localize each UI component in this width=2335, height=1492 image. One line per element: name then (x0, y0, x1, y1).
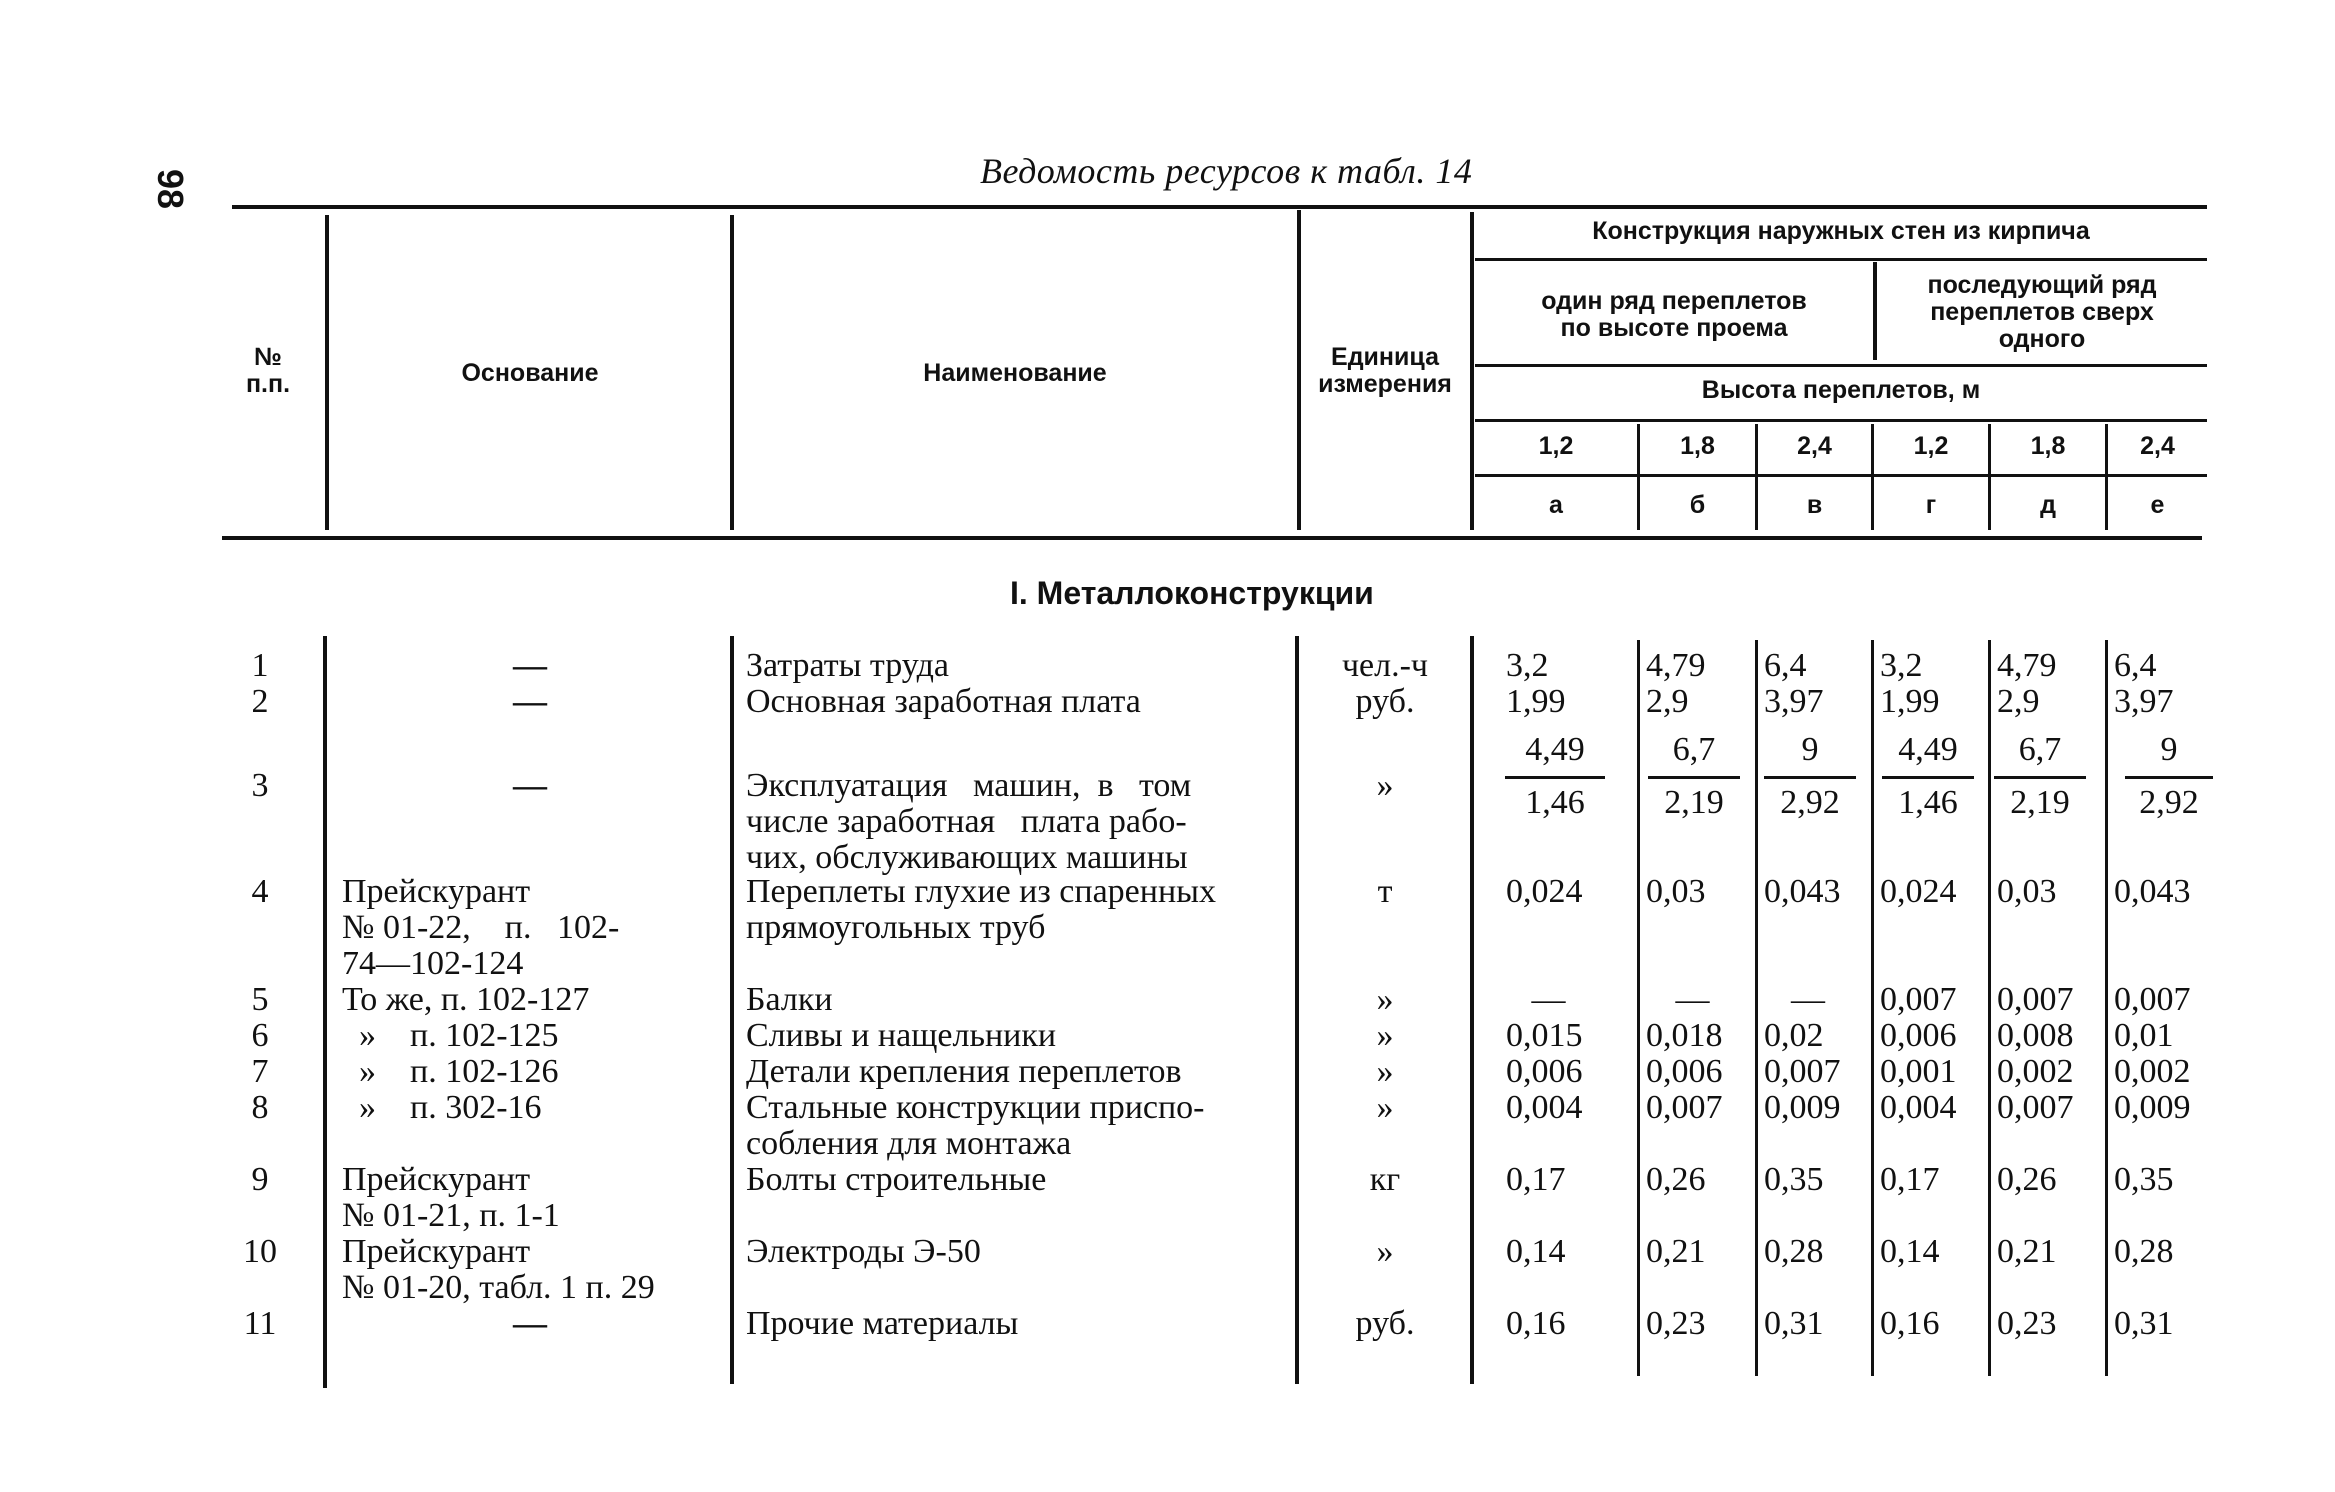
name-cell: Стальные конструкции приспо- (746, 1089, 1205, 1126)
basis-cell: № 01-22, п. 102- (342, 909, 620, 946)
header-group-title: Конструкция наружных стен из кирпича (1592, 217, 2090, 245)
value-cell: 0,007 (1646, 1089, 1723, 1126)
row-number: 1 (251, 647, 269, 684)
value-cell: 2,9 (1646, 683, 1689, 720)
value-cell: 0,14 (1506, 1233, 1566, 1270)
height-e: 2,4 (2140, 432, 2175, 460)
fraction-denominator: 1,46 (1898, 784, 1958, 821)
fraction-denominator: 2,19 (2010, 784, 2070, 821)
body-divider-2 (730, 636, 734, 1384)
value-cell: 0,006 (1646, 1053, 1723, 1090)
value-cell: 0,024 (1506, 873, 1583, 910)
fraction-numerator: 9 (2160, 731, 2178, 768)
basis-cell: № 01-21, п. 1-1 (342, 1197, 560, 1234)
value-cell: 0,31 (2114, 1305, 2174, 1342)
value-cell: 0,16 (1506, 1305, 1566, 1342)
value-cell: 0,006 (1880, 1017, 1957, 1054)
name-cell: Сливы и нащельники (746, 1017, 1057, 1054)
name-cell: Основная заработная плата (746, 683, 1141, 720)
header-name: Наименование (923, 359, 1107, 387)
value-cell: 0,009 (1764, 1089, 1841, 1126)
header-bottom-rule (222, 536, 2202, 540)
basis-cell: Прейскурант (342, 1233, 531, 1270)
name-cell: Затраты труда (746, 647, 950, 684)
unit-cell: » (1376, 1053, 1394, 1090)
subgroup-rule (1475, 364, 2207, 367)
value-cell: 1,99 (1880, 683, 1940, 720)
name-cell: Балки (746, 981, 833, 1018)
basis-cell: » п. 102-125 (342, 1017, 559, 1054)
height-d: 1,8 (2030, 432, 2066, 460)
value-cell: 0,03 (1646, 873, 1706, 910)
fraction-numerator: 9 (1801, 731, 1819, 768)
header-unit: Единица измерения (1318, 343, 1452, 398)
name-cell: Прочие материалы (746, 1305, 1019, 1342)
height-g: 1,2 (1913, 432, 1949, 460)
name-cell: Электроды Э-50 (746, 1233, 981, 1270)
value-cell: 0,21 (1997, 1233, 2057, 1270)
value-cell: 0,03 (1997, 873, 2057, 910)
unit-cell: » (1376, 1089, 1394, 1126)
basis-cell: — (513, 683, 547, 720)
unit-cell: руб. (1355, 1305, 1415, 1342)
fraction-denominator: 2,19 (1664, 784, 1724, 821)
header-basis: Основание (461, 359, 599, 387)
value-cell: 3,97 (1764, 683, 1824, 720)
value-cell: 0,004 (1880, 1089, 1957, 1126)
name-cell: Переплеты глухие из спаренных (746, 873, 1216, 910)
body-col-div-e (2105, 640, 2108, 1376)
header-subgroup-1: один ряд переплетов по высоте проема (1541, 287, 1807, 342)
height-rule (1475, 419, 2207, 422)
row-number: 8 (251, 1089, 269, 1126)
value-cell: 0,006 (1506, 1053, 1583, 1090)
name-cell: прямоугольных труб (746, 909, 1046, 946)
letter-v: в (1806, 491, 1823, 519)
value-cell: 0,043 (1764, 873, 1841, 910)
value-cell: 0,043 (2114, 873, 2191, 910)
value-cell: 0,21 (1646, 1233, 1706, 1270)
fraction-cell (1882, 732, 1974, 821)
unit-cell: » (1376, 1233, 1394, 1270)
value-cell: 0,26 (1997, 1161, 2057, 1198)
value-cell: 6,4 (2114, 647, 2157, 684)
header-divider-1 (325, 215, 329, 530)
value-cell: 0,002 (2114, 1053, 2191, 1090)
unit-cell: чел.-ч (1341, 647, 1429, 684)
fraction-bar (1505, 776, 1605, 779)
row-number: 2 (251, 683, 269, 720)
letter-b: б (1689, 491, 1706, 519)
basis-cell: — (513, 647, 547, 684)
value-cell: 0,024 (1880, 873, 1957, 910)
name-cell: числе заработная плата рабо- (746, 803, 1187, 840)
value-cell: 0,01 (2114, 1017, 2174, 1054)
value-cell: 0,17 (1880, 1161, 1940, 1198)
value-cell: 3,97 (2114, 683, 2174, 720)
fraction-denominator: 2,92 (2139, 784, 2199, 821)
row-number: 7 (251, 1053, 269, 1090)
value-cell: 0,015 (1506, 1017, 1583, 1054)
fraction-bar (2125, 776, 2213, 779)
value-cell: 0,28 (2114, 1233, 2174, 1270)
unit-cell: кг (1369, 1161, 1401, 1198)
header-divider-4 (1470, 212, 1474, 530)
name-cell: собления для монтажа (746, 1125, 1072, 1162)
fraction-cell (1648, 732, 1740, 821)
basis-cell: Прейскурант (342, 873, 531, 910)
basis-cell: — (513, 1305, 547, 1342)
body-divider-4 (1470, 636, 1474, 1384)
row-number: 3 (251, 767, 269, 804)
basis-cell: » п. 102-126 (342, 1053, 559, 1090)
height-a: 1,2 (1538, 432, 1574, 460)
value-cell: 0,009 (2114, 1089, 2191, 1126)
value-cell: 0,018 (1646, 1017, 1723, 1054)
fraction-denominator: 2,92 (1780, 784, 1840, 821)
row-number: 5 (251, 981, 269, 1018)
row-number: 11 (243, 1305, 277, 1342)
value-cell: 0,23 (1646, 1305, 1706, 1342)
value-cell: 0,02 (1764, 1017, 1824, 1054)
value-cell: — (1675, 981, 1710, 1018)
fraction-numerator: 4,49 (1525, 731, 1585, 768)
value-cell: 0,35 (2114, 1161, 2174, 1198)
top-rule (232, 205, 2207, 209)
name-cell: чих, обслуживающих машины (746, 839, 1188, 876)
fraction-bar (1882, 776, 1974, 779)
letter-d: д (2040, 491, 2056, 519)
letters-rule (1475, 474, 2207, 477)
header-height-label: Высота переплетов, м (1701, 376, 1981, 404)
page-number: 98 (150, 168, 192, 210)
fraction-cell (2125, 732, 2213, 821)
fraction-numerator: 6,7 (1672, 731, 1716, 768)
fraction-numerator: 6,7 (2018, 731, 2062, 768)
value-cell: 0,007 (2114, 981, 2191, 1018)
value-cell: 0,007 (1997, 981, 2074, 1018)
height-b: 1,8 (1680, 432, 1715, 460)
fraction-cell (1994, 732, 2086, 821)
value-cell: 0,17 (1506, 1161, 1566, 1198)
body-divider-1 (323, 636, 327, 1388)
body-col-div-d (1988, 640, 1991, 1376)
value-cell: 0,007 (1764, 1053, 1841, 1090)
value-cell: 4,79 (1646, 647, 1706, 684)
value-cell: — (1531, 981, 1566, 1018)
fraction-bar (1994, 776, 2086, 779)
fraction-cell (1764, 732, 1856, 821)
row-number: 4 (251, 873, 269, 910)
value-cell: 0,14 (1880, 1233, 1940, 1270)
value-cell: 0,16 (1880, 1305, 1940, 1342)
height-v: 2,4 (1797, 432, 1832, 460)
value-cell: 4,79 (1997, 647, 2057, 684)
basis-cell: № 01-20, табл. 1 п. 29 (342, 1269, 655, 1306)
value-cell: 3,2 (1880, 647, 1923, 684)
value-cell: 0,004 (1506, 1089, 1583, 1126)
group-rule (1475, 258, 2207, 261)
fraction-bar (1764, 776, 1856, 779)
fraction-bar (1648, 776, 1740, 779)
basis-cell: — (513, 767, 547, 804)
name-cell: Болты строительные (746, 1161, 1047, 1198)
body-divider-3 (1295, 636, 1299, 1384)
name-cell: Детали крепления переплетов (746, 1053, 1182, 1090)
value-cell: 0,007 (1997, 1089, 2074, 1126)
row-number: 9 (251, 1161, 269, 1198)
table-title: Ведомость ресурсов к табл. 14 (980, 151, 1473, 191)
basis-cell: Прейскурант (342, 1161, 531, 1198)
value-cell: 0,35 (1764, 1161, 1824, 1198)
value-cell: 0,002 (1997, 1053, 2074, 1090)
fraction-denominator: 1,46 (1525, 784, 1585, 821)
value-cell: — (1791, 981, 1825, 1018)
letter-g: г (1925, 491, 1937, 519)
unit-cell: т (1377, 873, 1393, 910)
row-number: 10 (243, 1233, 277, 1270)
value-cell: 1,99 (1506, 683, 1566, 720)
basis-cell: 74—102-124 (342, 945, 524, 982)
letter-a: а (1549, 491, 1563, 519)
header-divider-2 (730, 215, 734, 530)
header-subgroup-2: последующий ряд переплетов сверх одного (1927, 271, 2157, 353)
basis-cell: То же, п. 102-127 (342, 981, 590, 1018)
basis-cell: » п. 302-16 (342, 1089, 542, 1126)
name-cell: Эксплуатация машин, в том (746, 767, 1192, 804)
value-cell: 0,23 (1997, 1305, 2057, 1342)
value-cell: 2,9 (1997, 683, 2040, 720)
value-cell: 6,4 (1764, 647, 1807, 684)
unit-cell: » (1376, 767, 1394, 804)
value-cell: 0,31 (1764, 1305, 1824, 1342)
unit-cell: » (1376, 981, 1394, 1018)
value-cell: 0,26 (1646, 1161, 1706, 1198)
value-cell: 0,008 (1997, 1017, 2074, 1054)
body-col-div-g (1871, 640, 1874, 1376)
fraction-cell (1505, 732, 1605, 821)
unit-cell: » (1376, 1017, 1394, 1054)
value-cell: 3,2 (1506, 647, 1549, 684)
unit-cell: руб. (1355, 683, 1415, 720)
header-num: № п.п. (245, 343, 291, 398)
section-title: I. Металлоконструкции (1010, 575, 1374, 611)
value-cell: 0,001 (1880, 1053, 1957, 1090)
value-cell: 0,28 (1764, 1233, 1824, 1270)
letter-e: е (2150, 491, 2165, 519)
fraction-numerator: 4,49 (1898, 731, 1958, 768)
value-cell: 0,007 (1880, 981, 1957, 1018)
row-number: 6 (251, 1017, 269, 1054)
